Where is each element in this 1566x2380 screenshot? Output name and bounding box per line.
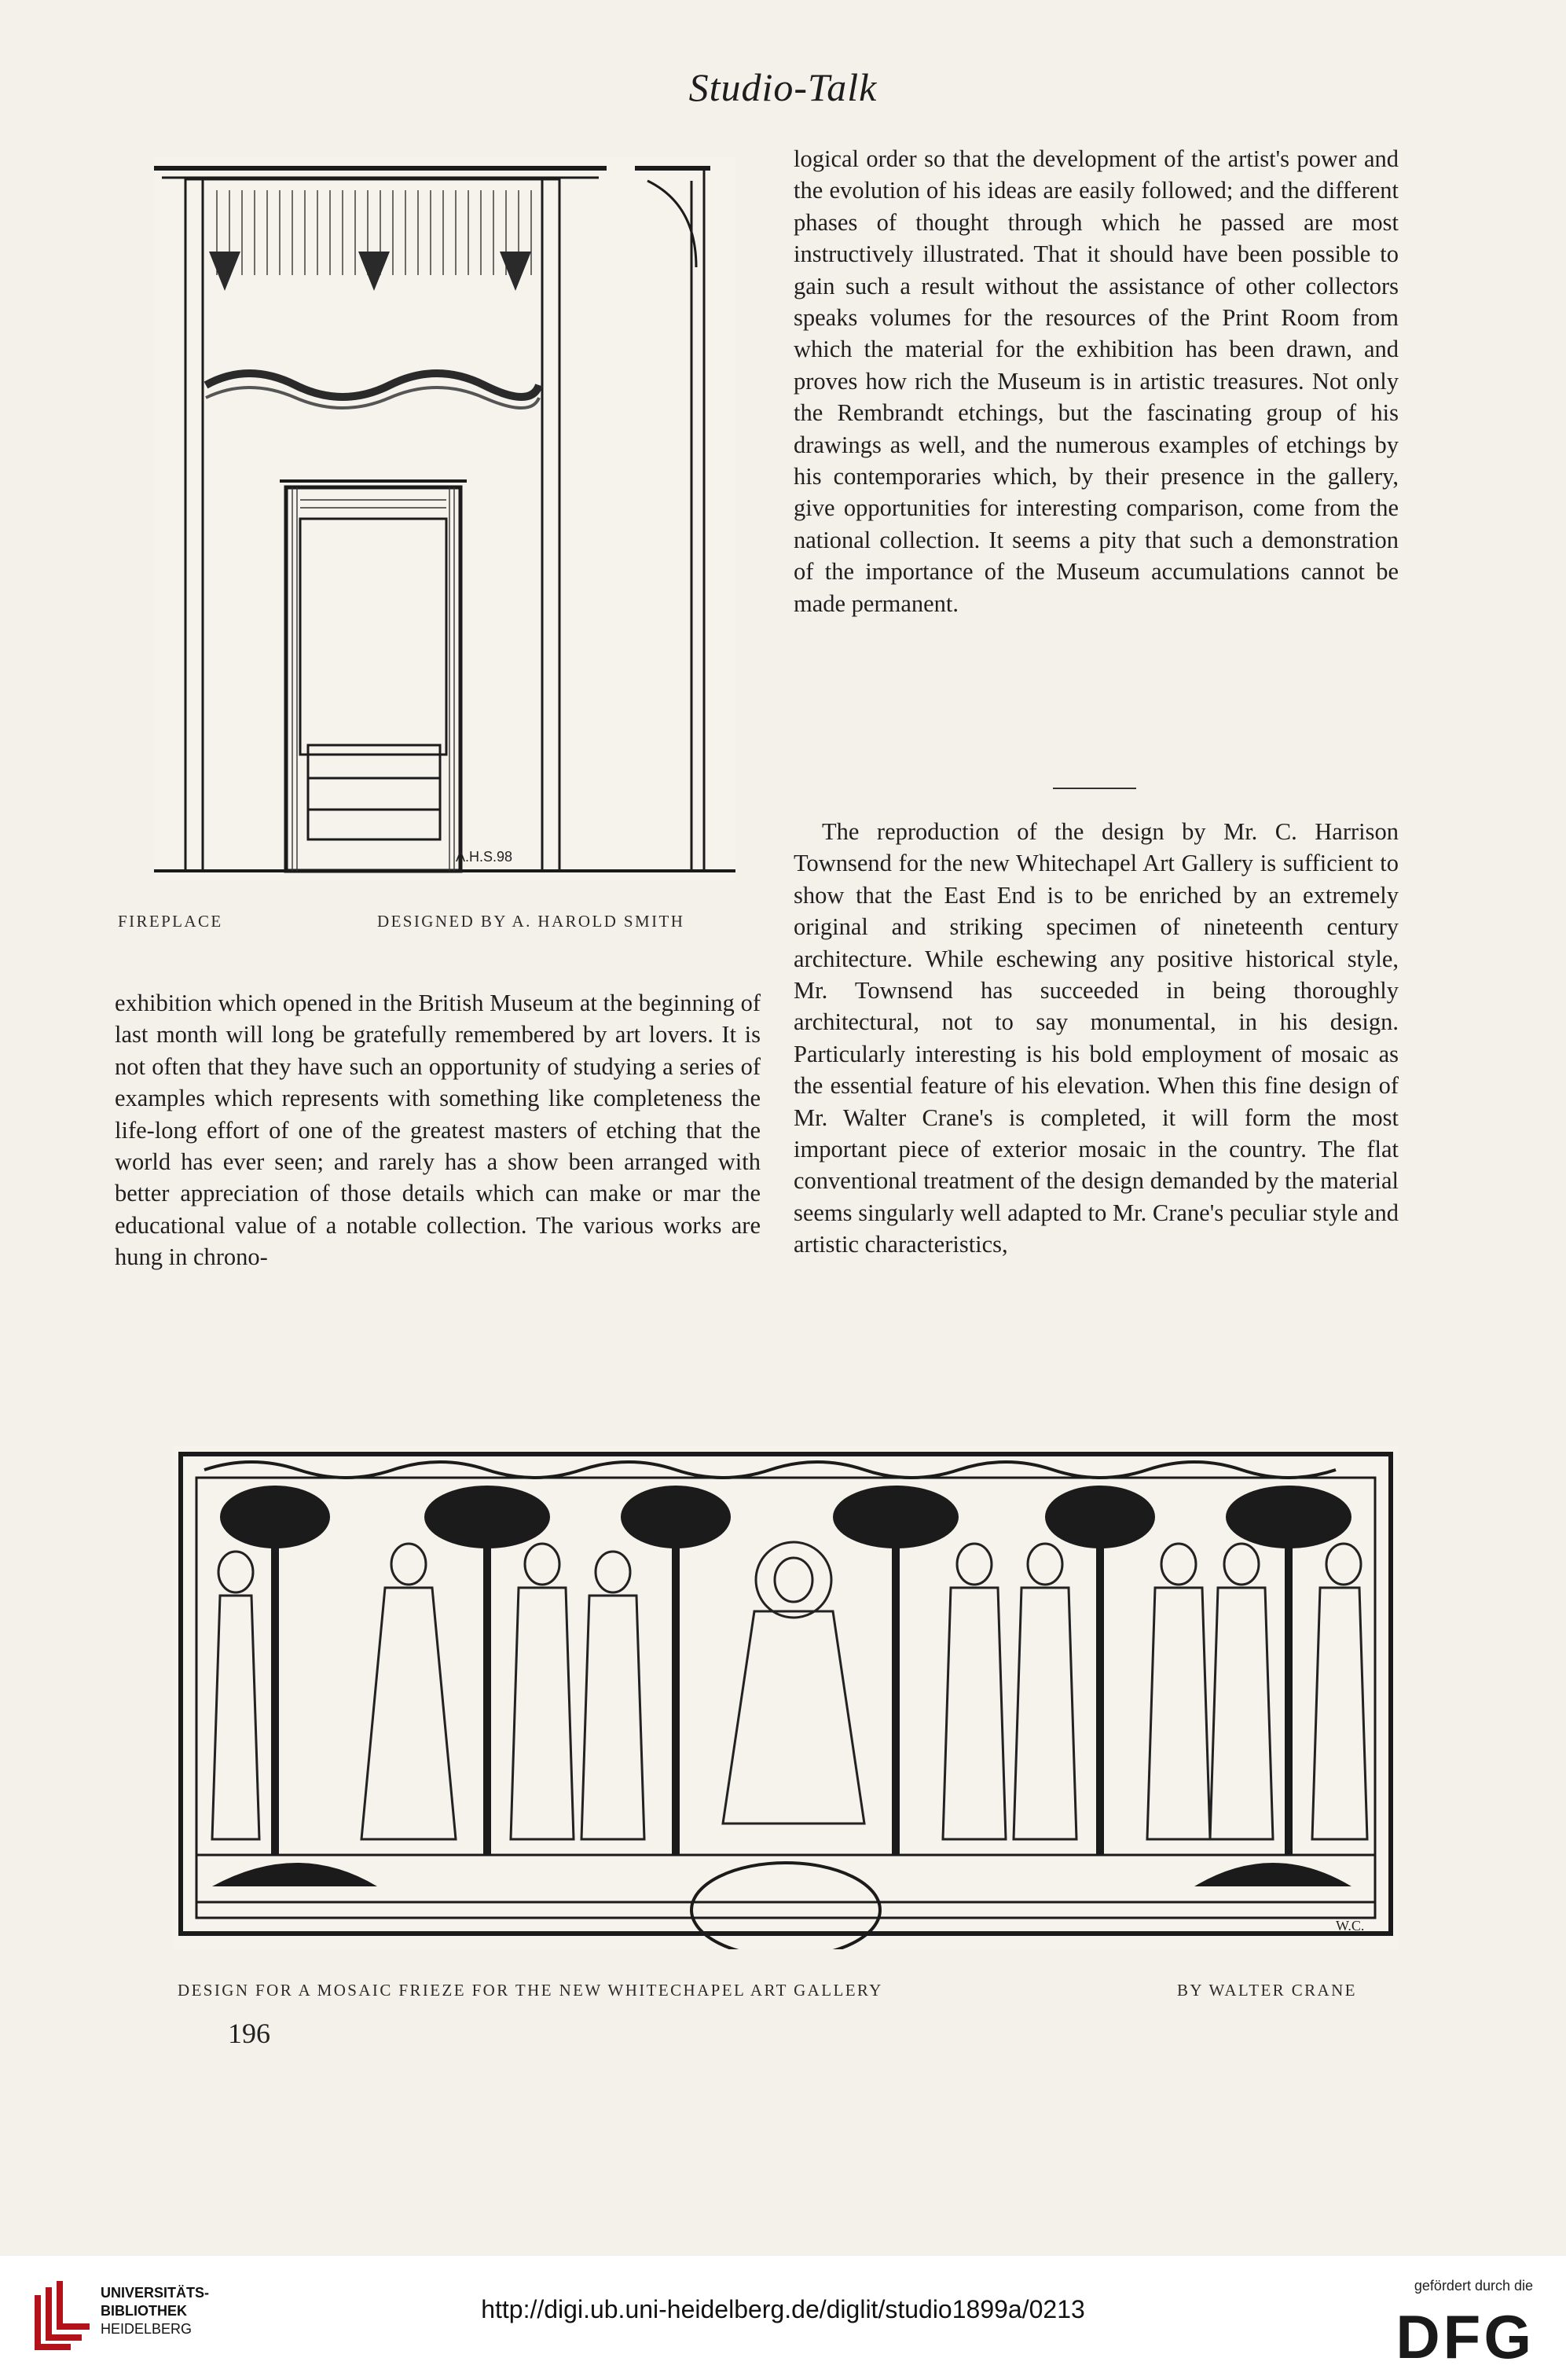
digitization-footer <box>0 2256 1566 2380</box>
library-name-line2: BIBLIOTHEK <box>101 2303 187 2319</box>
library-name-line3: HEIDELBERG <box>101 2321 193 2337</box>
section-divider <box>1053 788 1136 789</box>
permalink-url[interactable]: http://digi.ub.uni-heidelberg.de/diglit/studio1899a/0213 <box>481 2295 1085 2323</box>
page-number: 196 <box>228 2018 270 2049</box>
fireplace-drawing <box>154 157 735 880</box>
right-column-first-block <box>794 143 1399 619</box>
funded-by-label: gefördert durch die <box>1414 2278 1533 2294</box>
paragraph: exhibition which opened in the British Museum at the beginning of last month will long be gratefully remembered by art lovers. It is not often that they have such an opportunity of studying a series of examples which represents with something like completeness the life-long effort of one of the greatest masters of etching that the world has ever seen; and rarely has a show been arranged with better appreciation of those details which can make or mar the educational value of a notable collection. The various works are hung in chrono- <box>115 990 761 1271</box>
left-column-text <box>115 987 761 1273</box>
mosaic-frieze-illustration <box>173 1446 1399 1949</box>
frieze-caption-title: DESIGN FOR A MOSAIC FRIEZE FOR THE NEW WHITECHAPEL ART GALLERY <box>178 1981 883 2000</box>
frieze-drawing <box>173 1446 1399 1949</box>
fireplace-caption-credit: DESIGNED BY A. HAROLD SMITH <box>377 912 685 931</box>
frieze-caption-credit: BY WALTER CRANE <box>1177 1981 1357 2000</box>
fireplace-caption-title: FIREPLACE <box>118 912 223 931</box>
paragraph: logical order so that the development of the artist's power and the evolution of his ideas are easily followed; and the different phases of thought through which he passed are most instructively illustrated. That it should have been possible to gain such a result without the assistance of other collectors speaks volumes for the resources of the Print Room from which the material for the exhibition has been drawn, and proves how rich the Museum is in artistic treasures. Not only the Rembrandt etchings, but the fascinating group of his drawings as well, and the numerous examples of etchings by his contemporaries which, by their presence in the gallery, give opportunities for interesting comparison, come from the national collection. It seems a pity that such a demonstration of the importance of the Museum accumulations cannot be made permanent. <box>794 145 1399 617</box>
frieze-signature: W.C. <box>1336 1918 1365 1934</box>
paragraph: The reproduction of the design by Mr. C. Harrison Townsend for the new Whitechapel Art Gallery is sufficient to show that the East End is to be enriched by an extremely original and striking specimen of nineteenth century architecture. While eschewing any positive historical style, Mr. Townsend has succeeded in being thoroughly architectural, not to say monumental, in his design. Particularly interesting is his bold employment of mosaic as the essential feature of his elevation. When this fine design of Mr. Walter Crane's is completed, it will form the most important piece of exterior mosaic in the country. The flat conventional treatment of the design demanded by the material seems singularly well adapted to Mr. Crane's peculiar style and artistic characteristics, <box>794 818 1399 1258</box>
running-head: Studio-Talk <box>688 65 878 109</box>
right-column-second-block <box>794 816 1399 1261</box>
fireplace-illustration <box>154 157 735 880</box>
fireplace-signature: A.H.S.98 <box>456 849 513 865</box>
library-name-line1: UNIVERSITÄTS- <box>101 2285 210 2301</box>
dfg-logo: DFG <box>1395 2302 1535 2371</box>
